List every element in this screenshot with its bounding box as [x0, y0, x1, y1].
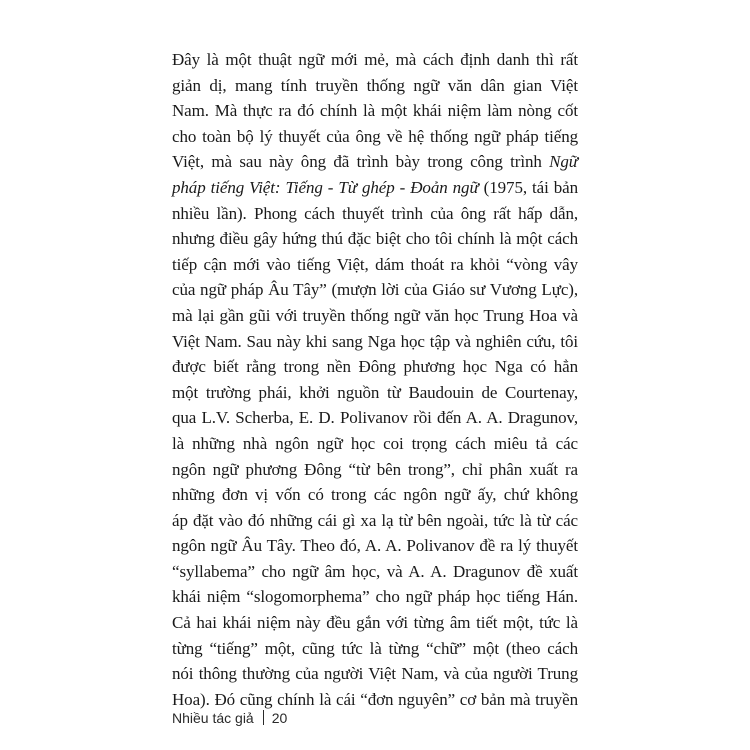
- footer-divider: [263, 710, 264, 725]
- text-line-6-tail: (1975, tái bản: [478, 177, 578, 197]
- text-line-10: của ngữ pháp Âu Tây” (mượn lời của Giáo sư Vương Lực),: [172, 280, 578, 300]
- text-line-13: được biết rằng trong nền Đông phương học Nga có hẳn: [172, 357, 578, 377]
- text-line-17: ngôn ngữ phương Đông “từ bên trong”, chỉ phân xuất ra: [172, 459, 578, 479]
- book-title-italic-start: Ngữ: [549, 152, 578, 172]
- book-title-italic: pháp tiếng Việt: Tiếng - Từ ghép - Đoản ngữ: [172, 177, 479, 197]
- text-line-8: nhưng điều gây hứng thú đặc biệt cho tôi chính là một cách: [172, 229, 578, 249]
- text-line-20: ngôn ngữ Âu Tây. Theo đó, A. A. Polivanov đề ra lý thuyết: [172, 536, 578, 556]
- text-line-14: một trường phái, khởi nguồn từ Baudouin de Courtenay,: [172, 382, 578, 402]
- text-line-12: Việt Nam. Sau này khi sang Nga học tập và nghiên cứu, tôi: [172, 331, 578, 351]
- text-line-6: [172, 175, 578, 201]
- page-number: 20: [271, 710, 288, 726]
- text-line-7: nhiều lần). Phong cách thuyết trình của ông rất hấp dẫn,: [172, 203, 578, 223]
- text-line-15: qua L.V. Scherba, E. D. Polivanov rồi đến A. A. Dragunov,: [172, 408, 578, 428]
- text-line-4: cho toàn bộ lý thuyết của ông về hệ thống ngữ pháp tiếng: [172, 126, 578, 146]
- text-line-3: Nam. Mà thực ra đó chính là một khái niệm làm nòng cốt: [172, 101, 578, 121]
- text-line-18: những đơn vị vốn có trong các ngôn ngữ ấy, chứ không: [172, 485, 578, 505]
- text-line-22: khái niệm “slogomorphema” cho ngữ pháp học tiếng Hán.: [172, 587, 578, 607]
- text-line-11: mà lại gần gũi với truyền thống ngữ văn học Trung Hoa và: [172, 305, 578, 325]
- text-line-16: là những nhà ngôn ngữ học coi trọng cách miêu tả các: [172, 433, 578, 453]
- text-line-5-roman: Việt, mà sau này ông đã trình bày trong công trình: [172, 152, 542, 172]
- text-line-2: giản dị, mang tính truyền thống ngữ văn dân gian Việt: [172, 75, 578, 95]
- body-paragraph: [172, 47, 578, 712]
- text-line-21: “syllabema” cho ngữ âm học, và A. A. Dragunov đề xuất: [172, 561, 578, 581]
- page-footer: [172, 709, 287, 727]
- text-line-9: tiếp cận mới vào tiếng Việt, dám thoát ra khỏi “vòng vây: [172, 254, 578, 274]
- text-line-1: Đây là một thuật ngữ mới mẻ, mà cách định danh thì rất: [172, 50, 578, 69]
- text-line-25: nói thông thường của người Việt Nam, và của người Trung: [172, 664, 578, 684]
- running-title: Nhiều tác giả: [172, 710, 254, 726]
- text-line-26: Hoa). Đó cũng chính là cái “đơn nguyên” cơ bản mà truyền: [172, 689, 578, 709]
- text-line-24: từng “tiếng” một, cũng tức là từng “chữ” một (theo cách: [172, 638, 578, 658]
- text-line-23: Cả hai khái niệm này đều gắn với từng âm tiết một, tức là: [172, 613, 578, 633]
- text-line-5: [172, 149, 578, 175]
- text-line-19: áp đặt vào đó những cái gì xa lạ từ bên ngoài, tức là từ các: [172, 510, 578, 530]
